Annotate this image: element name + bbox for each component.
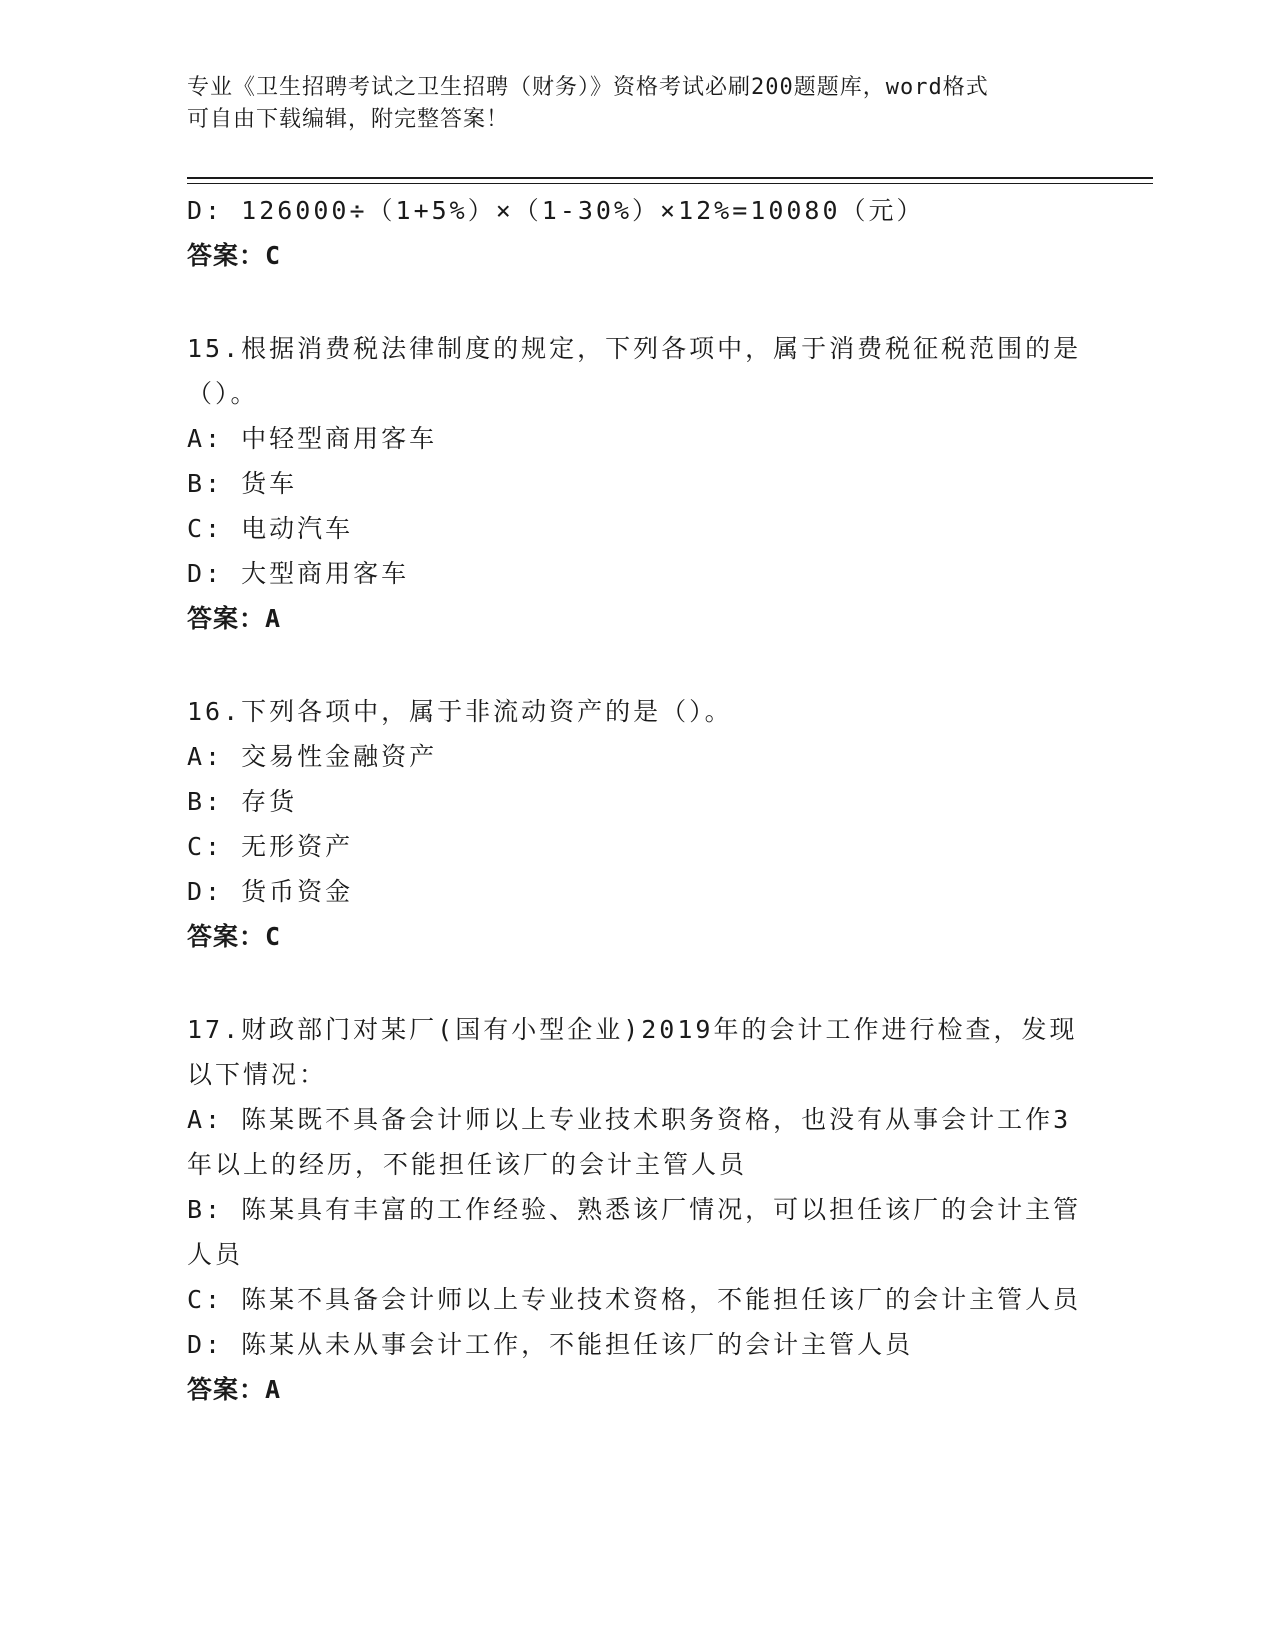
option-b: B: 存货 xyxy=(187,787,298,816)
question-stem: 15.根据消费税法律制度的规定，下列各项中，属于消费税征税范围的是（）。 xyxy=(187,334,1082,408)
question-16 xyxy=(187,689,1087,959)
option-a: A: 陈某既不具备会计师以上专业技术职务资格，也没有从事会计工作3年以上的经历，不能担任该厂的会计主管人员 xyxy=(187,1105,1072,1179)
header-divider-thick xyxy=(187,177,1153,179)
previous-question-tail xyxy=(187,188,1087,278)
option-a: A: 交易性金融资产 xyxy=(187,742,438,771)
option-b: B: 货车 xyxy=(187,469,298,498)
spacer xyxy=(187,959,1087,1007)
option-c: C: 陈某不具备会计师以上专业技术资格，不能担任该厂的会计主管人员 xyxy=(187,1285,1082,1314)
spacer xyxy=(187,641,1087,689)
option-d: D: 货币资金 xyxy=(187,877,354,906)
answer-line: 答案：A xyxy=(187,604,282,633)
question-content xyxy=(187,188,1087,1412)
question-stem: 17.财政部门对某厂(国有小型企业)2019年的会计工作进行检查，发现以下情况： xyxy=(187,1015,1078,1089)
option-d: D: 大型商用客车 xyxy=(187,559,410,588)
answer-line: 答案：C xyxy=(187,922,282,951)
option-c: C: 电动汽车 xyxy=(187,514,354,543)
option-d: D: 126000÷（1+5%）×（1-30%）×12%=10080（元） xyxy=(187,196,925,225)
header-divider-thin xyxy=(187,183,1153,184)
document-header xyxy=(187,72,1067,136)
header-line-2: 可自由下载编辑，附完整答案！ xyxy=(187,107,510,132)
question-15 xyxy=(187,326,1087,641)
option-d: D: 陈某从未从事会计工作，不能担任该厂的会计主管人员 xyxy=(187,1330,914,1359)
header-line-1: 专业《卫生招聘考试之卫生招聘（财务）》资格考试必刷200题题库，word格式 xyxy=(187,75,989,100)
question-stem: 16.下列各项中，属于非流动资产的是（）。 xyxy=(187,697,733,726)
option-c: C: 无形资产 xyxy=(187,832,354,861)
option-b: B: 陈某具有丰富的工作经验、熟悉该厂情况，可以担任该厂的会计主管人员 xyxy=(187,1195,1082,1269)
answer-line: 答案：A xyxy=(187,1375,282,1404)
answer-line: 答案：C xyxy=(187,241,282,270)
option-a: A: 中轻型商用客车 xyxy=(187,424,438,453)
question-17 xyxy=(187,1007,1087,1412)
spacer xyxy=(187,278,1087,326)
